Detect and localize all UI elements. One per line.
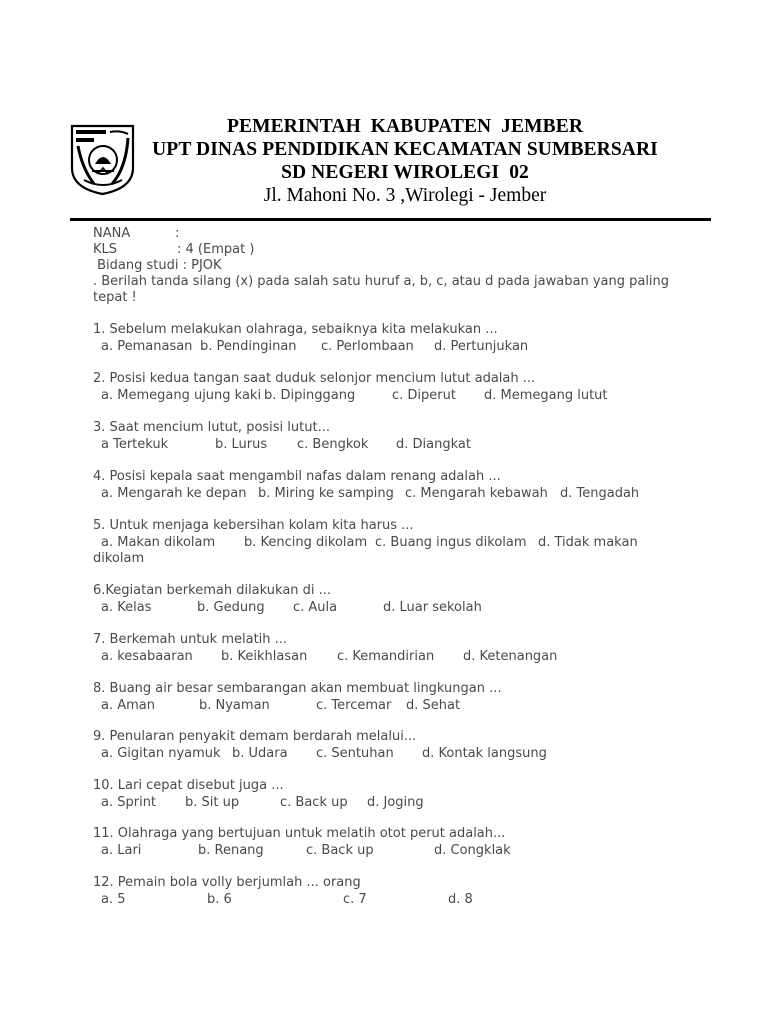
letterhead-address: Jl. Mahoni No. 3 ,Wirolegi - Jember bbox=[263, 185, 547, 206]
letterhead-school: SD NEGERI WIROLEGI 02 bbox=[281, 162, 529, 183]
question-4-option-b: b. Miring ke samping bbox=[258, 486, 394, 501]
class-value: : 4 (Empat ) bbox=[177, 242, 255, 257]
question-12-option-b: b. 6 bbox=[207, 892, 232, 907]
question-1-option-b: b. Pendinginan bbox=[200, 339, 297, 354]
question-3-option-a: a Tertekuk bbox=[101, 437, 169, 452]
question-1-option-d: d. Pertunjukan bbox=[434, 339, 529, 354]
question-10-option-c: c. Back up bbox=[280, 795, 348, 810]
question-6-option-a: a. Kelas bbox=[101, 600, 152, 615]
question-12-option-a: a. 5 bbox=[101, 892, 126, 907]
question-6-text: 6.Kegiatan berkemah dilakukan di ... bbox=[93, 583, 332, 598]
question-9-option-d: d. Kontak langsung bbox=[422, 746, 547, 761]
letterhead-government: PEMERINTAH KABUPATEN JEMBER bbox=[226, 116, 584, 137]
question-6-option-d: d. Luar sekolah bbox=[383, 600, 482, 615]
question-11-option-c: c. Back up bbox=[306, 843, 374, 858]
question-3-text: 3. Saat mencium lutut, posisi lutut... bbox=[93, 420, 330, 435]
question-5-option-c: c. Buang ingus dikolam bbox=[375, 535, 527, 550]
question-7-option-b: b. Keikhlasan bbox=[221, 649, 308, 664]
question-3-option-b: b. Lurus bbox=[215, 437, 268, 452]
question-7-option-c: c. Kemandirian bbox=[337, 649, 435, 664]
question-7-option-a: a. kesabaaran bbox=[101, 649, 193, 664]
question-10-option-d: d. Joging bbox=[367, 795, 424, 810]
question-11-option-b: b. Renang bbox=[198, 843, 264, 858]
question-2-text: 2. Posisi kedua tangan saat duduk selonjor mencium lutut adalah ... bbox=[93, 371, 536, 386]
question-7-text: 7. Berkemah untuk melatih ... bbox=[93, 632, 288, 647]
question-10-option-b: b. Sit up bbox=[185, 795, 240, 810]
subject-line: Bidang studi : PJOK bbox=[93, 258, 222, 273]
question-10-option-a: a. Sprint bbox=[101, 795, 157, 810]
question-3-option-d: d. Diangkat bbox=[396, 437, 471, 452]
question-7-option-d: d. Ketenangan bbox=[463, 649, 558, 664]
question-10-text: 10. Lari cepat disebut juga ... bbox=[93, 778, 284, 793]
question-6-option-c: c. Aula bbox=[293, 600, 338, 615]
question-12-option-d: d. 8 bbox=[448, 892, 473, 907]
question-4-text: 4. Posisi kepala saat mengambil nafas dalam renang adalah ... bbox=[93, 469, 501, 484]
question-12-option-c: c. 7 bbox=[343, 892, 367, 907]
question-11-text: 11. Olahraga yang bertujuan untuk melatih otot perut adalah... bbox=[93, 826, 506, 841]
question-9-text: 9. Penularan penyakit demam berdarah melalui... bbox=[93, 729, 417, 744]
question-1-text: 1. Sebelum melakukan olahraga, sebaiknya kita melakukan ... bbox=[93, 322, 498, 337]
question-4-option-a: a. Mengarah ke depan bbox=[101, 486, 247, 501]
question-9-option-a: a. Gigitan nyamuk bbox=[101, 746, 221, 761]
instruction-line: . Berilah tanda silang (x) pada salah satu huruf a, b, c, atau d pada jawaban yang paling bbox=[93, 274, 670, 289]
question-8-option-c: c. Tercemar bbox=[316, 698, 392, 713]
question-9-option-b: b. Udara bbox=[232, 746, 288, 761]
question-5-option-a: a. Makan dikolam bbox=[101, 535, 216, 550]
letterhead-agency: UPT DINAS PENDIDIKAN KECAMATAN SUMBERSARI bbox=[152, 139, 658, 160]
question-8-option-a: a. Aman bbox=[101, 698, 155, 713]
question-8-text: 8. Buang air besar sembarangan akan membuat lingkungan ... bbox=[93, 681, 502, 696]
class-label: KLS bbox=[93, 242, 118, 257]
question-2-option-a: a. Memegang ujung kaki bbox=[101, 388, 262, 403]
question-5-text: 5. Untuk menjaga kebersihan kolam kita harus ... bbox=[93, 518, 414, 533]
name-colon: : bbox=[175, 226, 180, 241]
question-2-option-b: b. Dipinggang bbox=[264, 388, 356, 403]
question-1-option-c: c. Perlombaan bbox=[321, 339, 414, 354]
question-5-option-b: b. Kencing dikolam bbox=[244, 535, 368, 550]
question-3-option-c: c. Bengkok bbox=[297, 437, 369, 452]
question-11-option-a: a. Lari bbox=[101, 843, 142, 858]
question-4-option-d: d. Tengadah bbox=[560, 486, 640, 501]
letterhead-divider bbox=[70, 218, 711, 221]
question-11-option-d: d. Congklak bbox=[434, 843, 511, 858]
question-2-option-c: c. Diperut bbox=[392, 388, 456, 403]
name-label: NANA bbox=[93, 226, 131, 241]
question-4-option-c: c. Mengarah kebawah bbox=[405, 486, 548, 501]
question-12-text: 12. Pemain bola volly berjumlah ... orang bbox=[93, 875, 361, 890]
question-9-option-c: c. Sentuhan bbox=[316, 746, 394, 761]
question-6-option-b: b. Gedung bbox=[197, 600, 265, 615]
question-8-option-b: b. Nyaman bbox=[199, 698, 270, 713]
question-2-option-d: d. Memegang lutut bbox=[484, 388, 608, 403]
question-1-option-a: a. Pemanasan bbox=[101, 339, 193, 354]
question-5-option-wrap: dikolam bbox=[93, 551, 145, 566]
question-8-option-d: d. Sehat bbox=[406, 698, 461, 713]
instruction-line-wrap: tepat ! bbox=[93, 290, 137, 305]
question-5-option-d: d. Tidak makan bbox=[538, 535, 638, 550]
